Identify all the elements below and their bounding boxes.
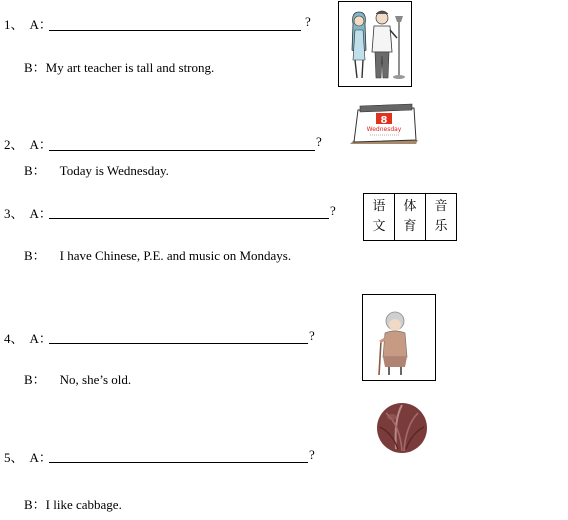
response-1: B：My art teacher is tall and strong. (24, 60, 215, 75)
timetable-cell-music: 音 乐 (426, 194, 457, 241)
response-5: B：I like cabbage. (24, 497, 122, 512)
question-mark-4: ? (309, 328, 315, 343)
question-5-number: 5、 A： (4, 450, 52, 465)
answer-blank-1[interactable] (49, 30, 301, 31)
question-3-number: 3、 A： (4, 206, 52, 221)
question-4-number: 4、 A： (4, 331, 52, 346)
timetable (363, 193, 457, 241)
svg-text:8: 8 (380, 115, 388, 126)
question-2-number: 2、 A： (4, 137, 52, 152)
old-woman-icon (362, 294, 436, 381)
response-4: B： No, she’s old. (24, 372, 132, 387)
question-1-number: 1、 A： (4, 17, 52, 32)
question-mark-1: ? (305, 14, 311, 29)
svg-text:Wednesday: Wednesday (366, 126, 402, 133)
answer-blank-4[interactable] (49, 343, 308, 344)
teacher-icon (338, 1, 412, 87)
question-mark-2: ? (316, 134, 322, 149)
timetable-cell-pe: 体 育 (395, 194, 426, 241)
answer-blank-5[interactable] (49, 462, 308, 463)
answer-blank-2[interactable] (49, 150, 315, 151)
question-mark-3: ? (330, 203, 336, 218)
answer-blank-3[interactable] (49, 218, 329, 219)
timetable-cell-chinese: 语 文 (364, 194, 395, 241)
calendar-icon (346, 100, 422, 150)
cabbage-icon (374, 399, 430, 455)
question-mark-5: ? (309, 447, 315, 462)
response-3: B： I have Chinese, P.E. and music on Mondays. (24, 248, 292, 263)
response-2: B： Today is Wednesday. (24, 163, 169, 178)
